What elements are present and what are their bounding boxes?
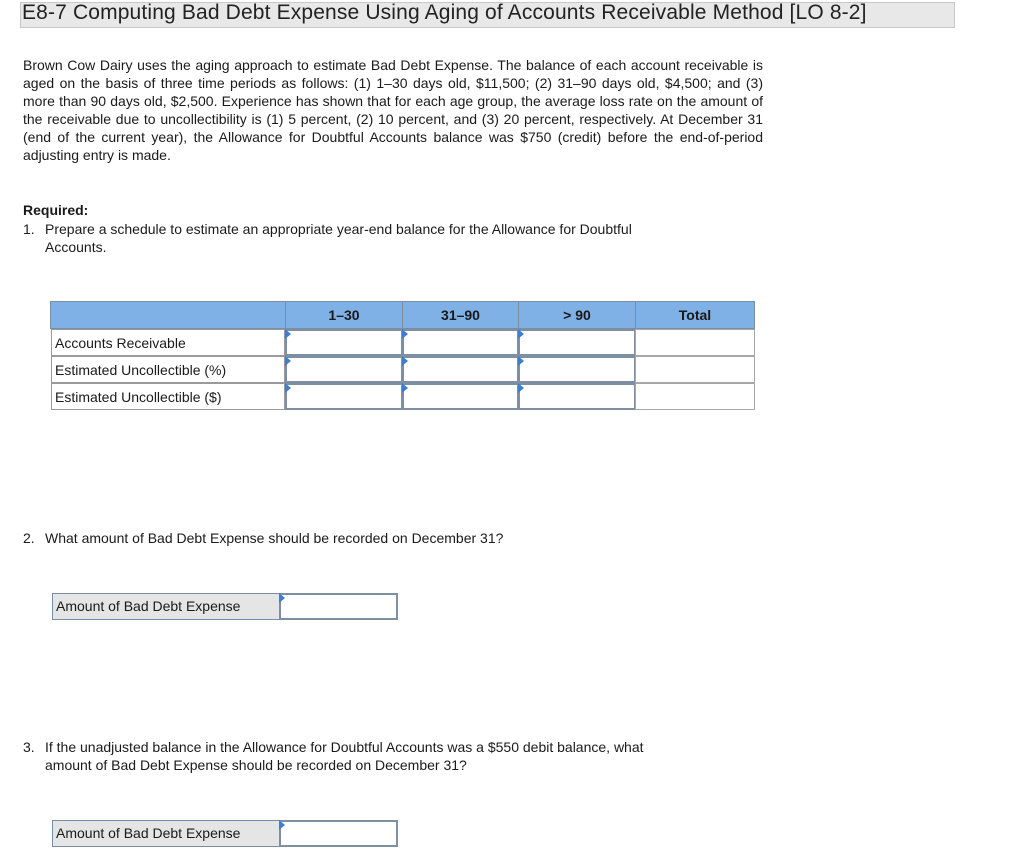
problem-statement: Brown Cow Dairy uses the aging approach to estimate Bad Debt Expense. The balance of each account receivable is aged on the basis of three time periods as follows: (1) 1–30 days old, $11,500; (2) 31–90 days old, $4,500; and (3) more than 90 days old, $2,500. Experience has shown that for each age group, the average loss rate on the amount of the receivable due to uncollectibility is (1) 5 percent, (2) 10 percent, and (3) 20 percent, respectively. At December 31 (end of the current year), the Allowance for Doubtful Accounts balance was $750 (credit) before the end-of-period adjusting entry is made. (23, 57, 763, 163)
question-1 (23, 220, 783, 260)
question-text: What amount of Bad Debt Expense should be recorded on December 31? (45, 530, 504, 546)
bad-debt-expense-input-q2[interactable] (279, 593, 398, 620)
input-flag-icon (402, 383, 408, 393)
input-flag-icon (285, 356, 291, 366)
question-text: If the unadjusted balance in the Allowance for Doubtful Accounts was a $550 debit balance, what amount of Bad Debt Expense should be recorded on December 31? (45, 739, 644, 773)
input-flag-icon (402, 329, 408, 339)
required-label: Required: (23, 202, 89, 218)
pct-over-90-input[interactable] (518, 356, 636, 383)
row-label-estimated-uncollectible-pct: Estimated Uncollectible (%) (51, 356, 285, 383)
row-label-accounts-receivable: Accounts Receivable (51, 329, 285, 356)
ar-31-90-input[interactable] (402, 329, 519, 356)
table-header-over-90: > 90 (518, 301, 636, 329)
table-header-total: Total (635, 301, 755, 329)
input-flag-icon (279, 820, 285, 830)
ar-1-30-input[interactable] (285, 329, 403, 356)
ar-over-90-input[interactable] (518, 329, 636, 356)
table-header-1-30: 1–30 (285, 301, 403, 329)
ar-total-cell (635, 329, 755, 356)
table-header-31-90: 31–90 (402, 301, 519, 329)
input-flag-icon (518, 356, 524, 366)
page-title: E8-7 Computing Bad Debt Expense Using Aging of Accounts Receivable Method [LO 8-2] (22, 1, 867, 24)
dollars-1-30-input[interactable] (285, 383, 403, 410)
answer-2-label: Amount of Bad Debt Expense (52, 593, 280, 620)
input-flag-icon (518, 329, 524, 339)
dollars-over-90-input[interactable] (518, 383, 636, 410)
pct-31-90-input[interactable] (402, 356, 519, 383)
input-flag-icon (285, 329, 291, 339)
input-flag-icon (285, 383, 291, 393)
question-text: Prepare a schedule to estimate an appropriate year-end balance for the Allowance for Doubtful Accounts. (45, 221, 632, 255)
question-number: 3. (23, 739, 35, 755)
bad-debt-expense-input-q3[interactable] (279, 820, 398, 847)
question-number: 2. (23, 530, 35, 546)
table-header-blank (50, 301, 286, 329)
input-flag-icon (279, 593, 285, 603)
pct-total-cell (635, 356, 755, 383)
dollars-total-cell (635, 383, 755, 410)
question-2 (23, 529, 783, 549)
question-3 (23, 738, 783, 778)
row-label-estimated-uncollectible-dollars: Estimated Uncollectible ($) (51, 383, 285, 410)
question-number: 1. (23, 221, 35, 237)
pct-1-30-input[interactable] (285, 356, 403, 383)
input-flag-icon (518, 383, 524, 393)
answer-3-label: Amount of Bad Debt Expense (52, 820, 280, 847)
dollars-31-90-input[interactable] (402, 383, 519, 410)
input-flag-icon (402, 356, 408, 366)
